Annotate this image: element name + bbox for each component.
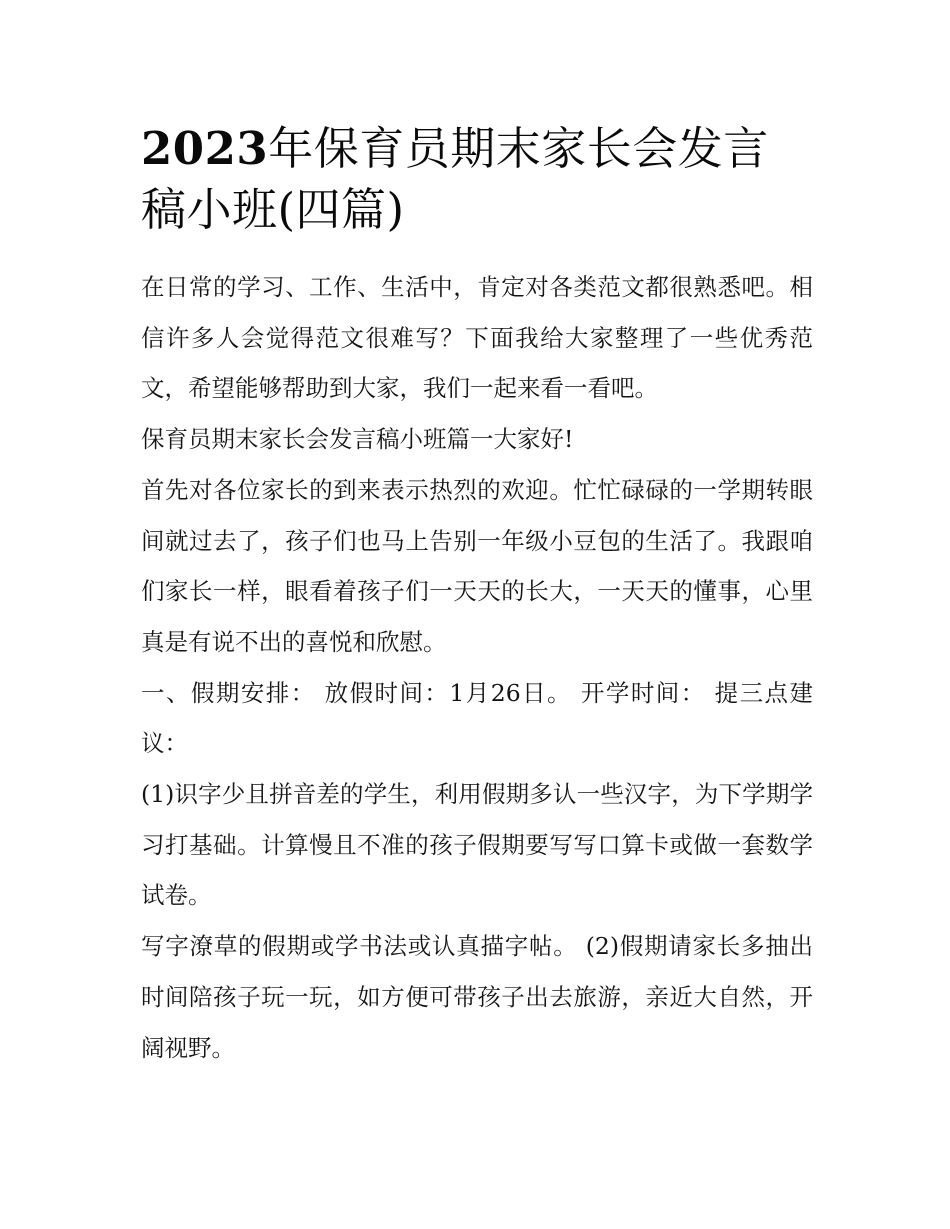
paragraph-suggestion-1: (1)识字少且拼音差的学生，利用假期多认一些汉字，为下学期学习打基础。计算慢且不准的孩子假期要写写口算卡或做一套数学试卷。 (141, 780, 813, 910)
paragraph-suggestion-2: 写字潦草的假期或学书法或认真描字帖。 (2)假期请家长多抽出时间陪孩子玩一玩，如方便可带孩子出去旅游，亲近大自然，开阔视野。 (141, 932, 813, 1062)
paragraph-greeting: 保育员期末家长会发言稿小班篇一大家好! (141, 425, 574, 454)
title-text: 年保育员期末家长会发言稿小班(四篇) (141, 122, 769, 236)
paragraph-holiday-schedule: 一、假期安排： 放假时间：1月26日。 开学时间： 提三点建议： (141, 678, 813, 758)
document-content (141, 118, 813, 1073)
paragraph-intro: 在日常的学习、工作、生活中，肯定对各类范文都很熟悉吧。相信许多人会觉得范文很难写？下面我给大家整理了一些优秀范文，希望能够帮助到大家，我们一起来看一看吧。 (141, 273, 813, 403)
document-body (141, 262, 813, 1073)
paragraph-welcome: 首先对各位家长的到来表示热烈的欢迎。忙忙碌碌的一学期转眼间就过去了，孩子们也马上告别一年级小豆包的生活了。我跟咱们家长一样，眼看着孩子们一天天的长大，一天天的懂事，心里真是有说不出的喜悦和欣慰。 (141, 475, 813, 656)
document-title (141, 118, 813, 240)
title-year: 2023 (141, 122, 269, 175)
